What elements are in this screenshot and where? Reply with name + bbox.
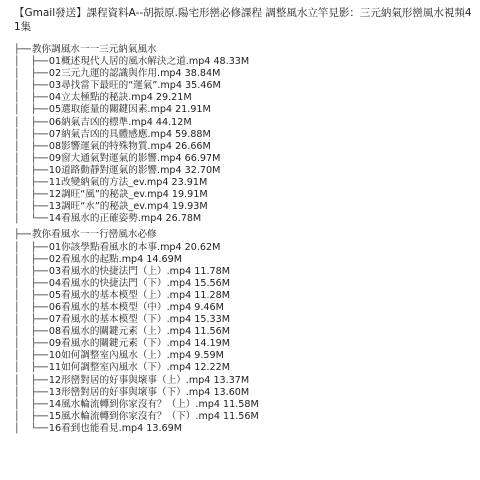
folder-name: 教你看風水一一行巒風水必修 [31,229,157,241]
file-row [14,375,472,387]
file-tree [14,44,472,435]
file-name: 03看風水的快捷法門（上）.mp4 11.78M [48,265,230,277]
file-name: 15風水輪流轉到你家沒有？（下）.mp4 11.56M [48,410,259,422]
file-name: 16看到也能看見.mp4 13.69M [48,422,183,434]
tree-branch: │ ├── [14,301,48,313]
file-name: 07納氣吉凶的具體感應.mp4 59.88M [48,128,211,140]
folder-row [14,44,472,56]
file-row [14,362,472,374]
file-row [14,290,472,302]
file-row [14,338,472,350]
tree-branch: │ ├── [14,68,48,80]
file-row [14,56,472,68]
file-row [14,153,472,165]
file-row [14,254,472,266]
file-name: 04立太極點的秘訣.mp4 29.21M [48,92,192,104]
file-name: 08影響運氣的特殊物質.mp4 26.66M [48,140,211,152]
tree-branch: │ └── [14,422,48,434]
file-name: 11如何調整室內風水（下）.mp4 12.22M [48,362,230,374]
file-name: 05看風水的基本模型（上）.mp4 11.28M [48,289,230,301]
tree-branch: │ ├── [14,398,48,410]
file-name: 13調旺“水”的秘訣_ev.mp4 19.93M [48,201,208,213]
tree-branch: │ ├── [14,152,48,164]
tree-branch: │ ├── [14,56,48,68]
document-title: 【Gmail發送】課程資料A--胡振原.陽宅形巒必修課程 調整風水立竿見影：三元納氣形巒風水視頻41集 [14,7,472,33]
tree-branch: │ ├── [14,338,48,350]
tree-branch: │ ├── [14,326,48,338]
file-row [14,423,472,435]
file-name: 12形巒對居的好事與壞事（上）.mp4 13.37M [48,374,250,386]
file-name: 11改變納氣的方法_ev.mp4 23.91M [48,177,208,189]
tree-branch: │ ├── [14,189,48,201]
file-row [14,177,472,189]
file-list [14,56,472,225]
tree-branch: │ ├── [14,265,48,277]
tree-branch: │ ├── [14,116,48,128]
file-name: 10道路動靜對運氣的影響.mp4 32.70M [48,164,221,176]
file-row [14,117,472,129]
tree-branch: │ ├── [14,374,48,386]
tree-branch: ├── [14,44,31,55]
file-row [14,213,472,225]
folder-name: 教你調風水一一三元納氣風水 [31,44,157,55]
tree-branch: │ ├── [14,177,48,189]
file-name: 01你該學點看風水的本事.mp4 20.62M [48,241,221,253]
file-name: 12調旺“風”的秘訣_ev.mp4 19.91M [48,189,208,201]
file-row [14,129,472,141]
file-name: 01概述現代人居的風水解決之道.mp4 48.33M [48,56,250,68]
file-list [14,242,472,436]
file-name: 14看風水的正確姿勢.mp4 26.78M [48,213,202,225]
tree-branch: │ └── [14,213,48,225]
tree-branch: │ ├── [14,362,48,374]
tree-branch: │ ├── [14,241,48,253]
file-name: 02看風水的起點.mp4 14.69M [48,253,183,265]
file-name: 13形巒對居的好事與壞事（下）.mp4 13.60M [48,386,250,398]
tree-branch: │ ├── [14,314,48,326]
file-name: 08看風水的關鍵元素（上）.mp4 11.56M [48,326,230,338]
tree-branch: │ ├── [14,289,48,301]
file-row [14,399,472,411]
file-name: 05選取能量的關鍵因素.mp4 21.91M [48,104,211,116]
file-name: 06看風水的基本模型（中）.mp4 9.46M [48,301,224,313]
file-name: 14風水輪流轉到你家沒有？（上）.mp4 11.58M [48,398,259,410]
tree-branch: │ ├── [14,104,48,116]
tree-branch: │ ├── [14,201,48,213]
file-name: 07看風水的基本模型（下）.mp4 15.33M [48,314,230,326]
file-row [14,266,472,278]
file-name: 03尋找當下最旺的“運氣”.mp4 35.46M [48,80,221,92]
file-row [14,242,472,254]
file-row [14,201,472,213]
file-name: 09窗大通氣對運氣的影響.mp4 66.97M [48,152,221,164]
file-row [14,411,472,423]
file-name: 02三元九運的認識與作用.mp4 38.84M [48,68,221,80]
tree-branch: │ ├── [14,386,48,398]
file-row [14,326,472,338]
file-name: 04看風水的快捷法門（下）.mp4 15.56M [48,277,230,289]
file-row [14,104,472,116]
tree-branch: │ ├── [14,80,48,92]
tree-branch: │ ├── [14,277,48,289]
file-row [14,314,472,326]
tree-branch: ├── [14,229,31,241]
file-row [14,302,472,314]
tree-branch: │ ├── [14,164,48,176]
tree-branch: │ ├── [14,140,48,152]
tree-branch: │ ├── [14,253,48,265]
folder-row [14,229,472,241]
file-row [14,278,472,290]
file-row [14,387,472,399]
file-row [14,68,472,80]
tree-branch: │ ├── [14,128,48,140]
file-row [14,80,472,92]
file-row [14,165,472,177]
tree-branch: │ ├── [14,410,48,422]
tree-branch: │ ├── [14,92,48,104]
file-row [14,92,472,104]
file-name: 06納氣吉凶的標準.mp4 44.12M [48,116,192,128]
file-row [14,189,472,201]
file-name: 09看風水的關鍵元素（下）.mp4 14.19M [48,338,230,350]
tree-branch: │ ├── [14,350,48,362]
file-name: 10如何調整室內風水（上）.mp4 9.59M [48,350,224,362]
file-row [14,350,472,362]
file-row [14,141,472,153]
